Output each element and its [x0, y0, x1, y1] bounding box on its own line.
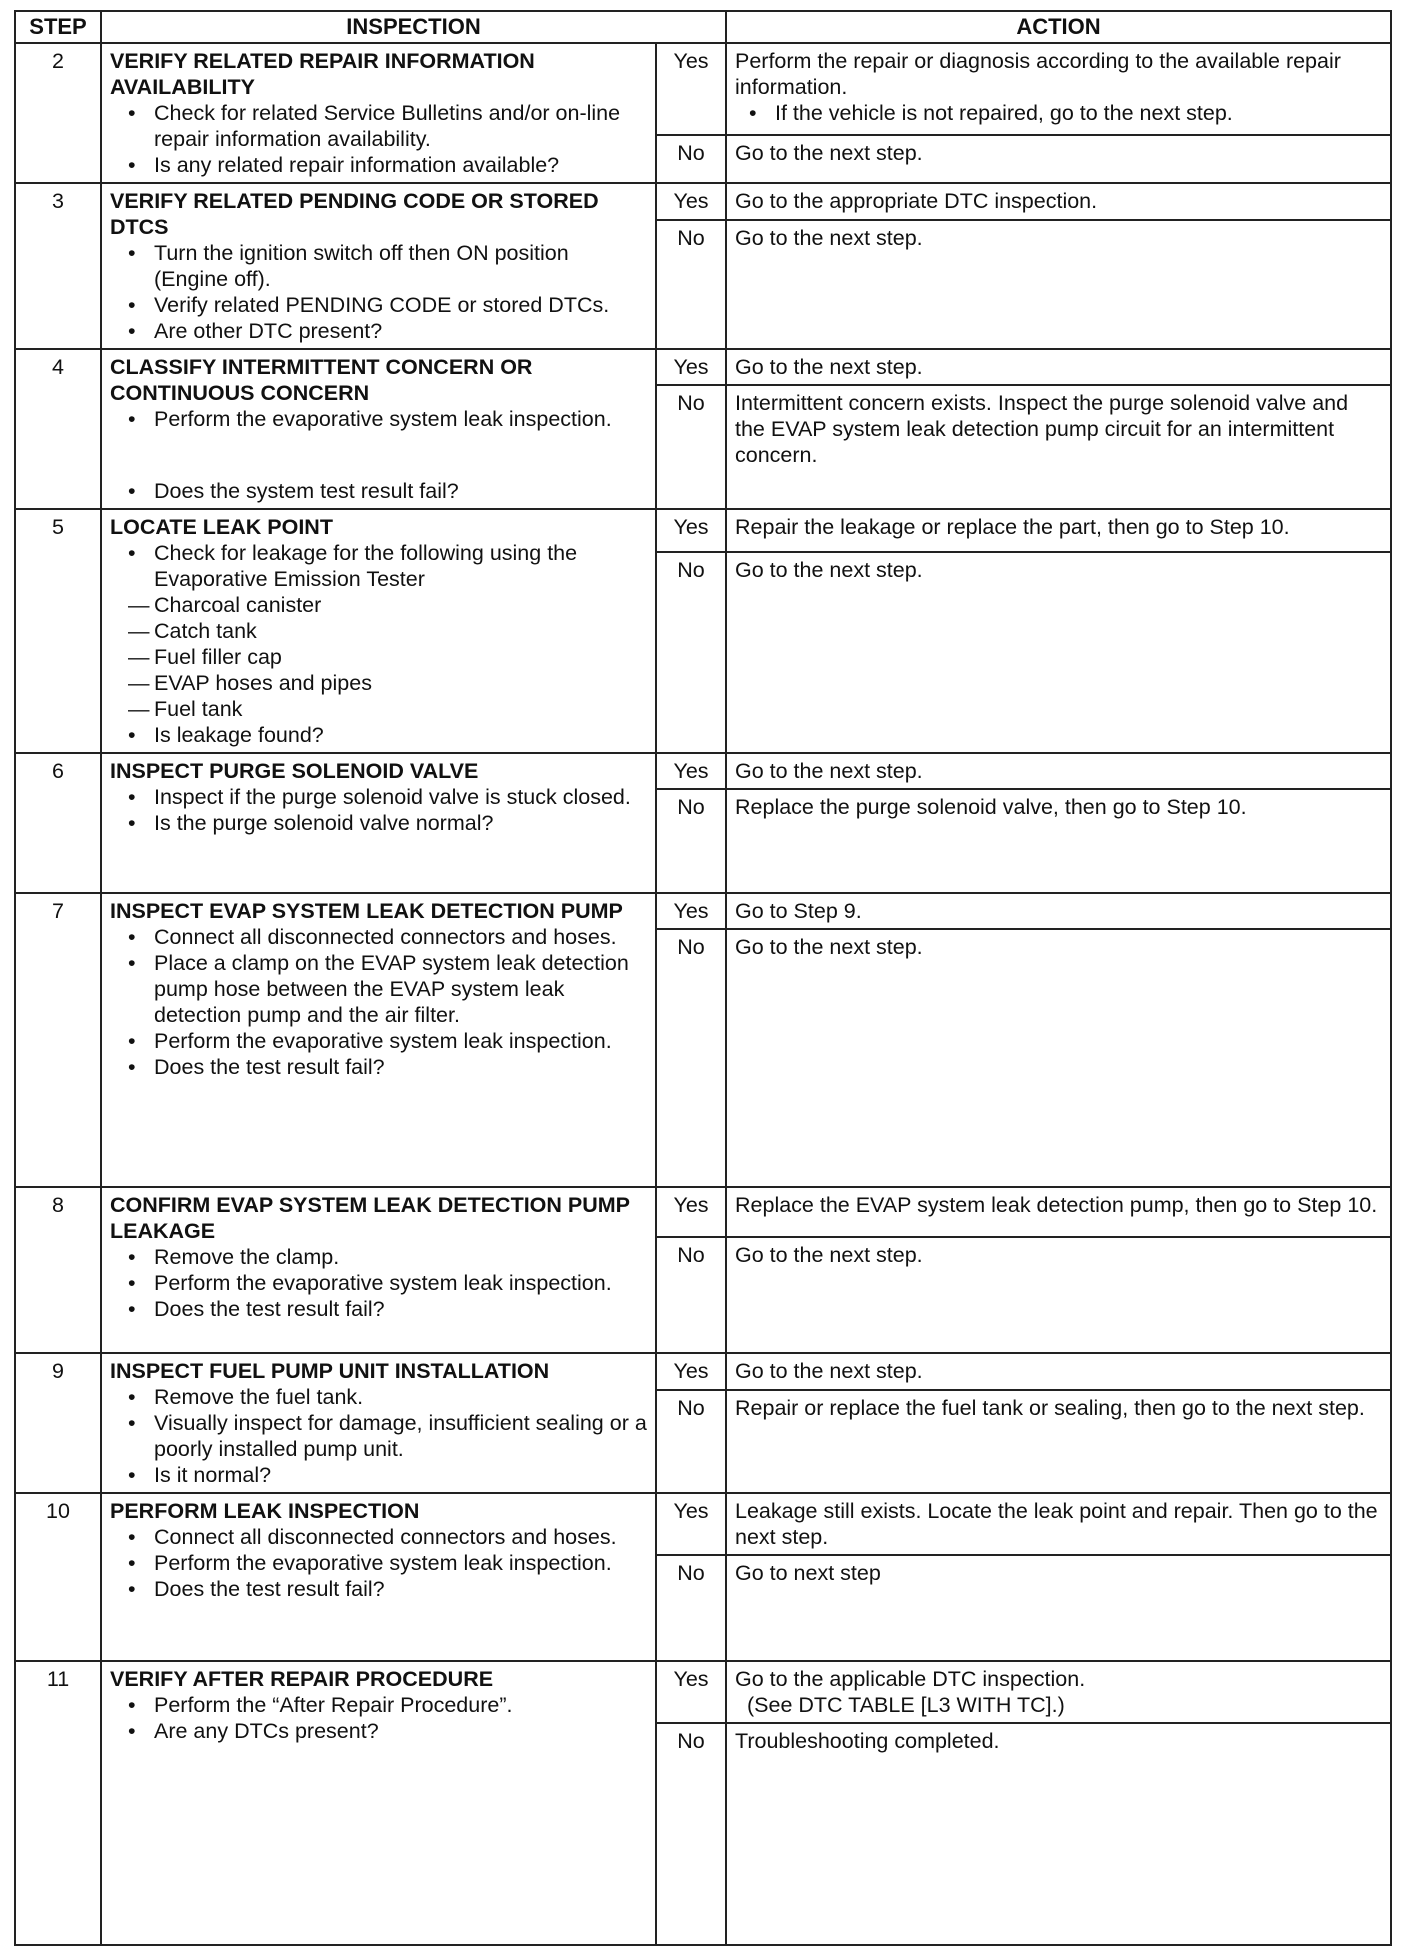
step-row-2-yes — [15, 43, 1391, 135]
bullet-item: • Are other DTC present? — [154, 318, 647, 344]
bullet-item: • Visually inspect for damage, insufficient sealing or a poorly installed pump unit. — [154, 1410, 647, 1462]
bullet-list — [110, 1384, 647, 1488]
bullet-item: • Check for related Service Bulletins and/or on-line repair information availability. — [154, 100, 647, 152]
bullet-item: • Verify related PENDING CODE or stored DTCs. — [154, 292, 647, 318]
no-label: No — [656, 385, 726, 509]
no-action: Repair or replace the fuel tank or sealing, then go to the next step. — [726, 1390, 1391, 1493]
yes-label: Yes — [656, 1353, 726, 1390]
bullet-list — [110, 100, 647, 178]
yes-action: Repair the leakage or replace the part, then go to Step 10. — [726, 509, 1391, 552]
dash-item: — Fuel tank — [154, 696, 647, 722]
no-label: No — [656, 789, 726, 893]
table-header-row — [15, 11, 1391, 43]
bullet-item — [154, 540, 647, 722]
step-row-5-yes — [15, 509, 1391, 552]
diagnostic-table-sheet — [14, 10, 1390, 1946]
yes-label: Yes — [656, 893, 726, 929]
yes-action: Go to the next step. — [726, 349, 1391, 385]
bullet-item: • Perform the evaporative system leak inspection. — [154, 1270, 647, 1296]
action-sub-item: • If the vehicle is not repaired, go to the next step. — [775, 100, 1382, 126]
no-label: No — [656, 929, 726, 1187]
yes-label: Yes — [656, 509, 726, 552]
inspection-title: CONFIRM EVAP SYSTEM LEAK DETECTION PUMP LEAKAGE — [110, 1193, 630, 1243]
step-row-11-yes — [15, 1661, 1391, 1723]
bullet-item: • Is any related repair information available? — [154, 152, 647, 178]
step-number: 9 — [15, 1353, 101, 1493]
yes-label: Yes — [656, 43, 726, 135]
inspection-cell — [101, 753, 656, 893]
action-sub-list — [735, 100, 1382, 126]
no-label: No — [656, 135, 726, 183]
inspection-cell — [101, 349, 656, 509]
step-number: 5 — [15, 509, 101, 753]
step-row-3-yes — [15, 183, 1391, 220]
inspection-cell — [101, 1187, 656, 1353]
no-label: No — [656, 1723, 726, 1945]
bullet-item: • Does the system test result fail? — [154, 478, 647, 504]
bullet-item: • Does the test result fail? — [154, 1576, 647, 1602]
yes-action: Go to the next step. — [726, 753, 1391, 789]
dash-item: — Fuel filler cap — [154, 644, 647, 670]
inspection-cell — [101, 183, 656, 349]
no-label: No — [656, 1555, 726, 1661]
bullet-list — [110, 540, 647, 748]
bullet-item: • Connect all disconnected connectors and hoses. — [154, 1524, 647, 1550]
yes-action: Go to the next step. — [726, 1353, 1391, 1390]
inspection-title: VERIFY RELATED PENDING CODE OR STORED DTCS — [110, 189, 599, 239]
inspection-title: VERIFY AFTER REPAIR PROCEDURE — [110, 1667, 494, 1691]
bullet-item: • Perform the “After Repair Procedure”. — [154, 1692, 647, 1718]
inspection-title: LOCATE LEAK POINT — [110, 515, 333, 539]
inspection-cell — [101, 43, 656, 183]
inspection-cell — [101, 1661, 656, 1945]
inspection-cell — [101, 1493, 656, 1661]
header-action: ACTION — [726, 11, 1391, 43]
no-action: Troubleshooting completed. — [726, 1723, 1391, 1945]
step-number: 6 — [15, 753, 101, 893]
step-row-6-yes — [15, 753, 1391, 789]
no-label: No — [656, 220, 726, 349]
no-action: Go to the next step. — [726, 135, 1391, 183]
no-action: Replace the purge solenoid valve, then go to Step 10. — [726, 789, 1391, 893]
bullet-item: • Perform the evaporative system leak inspection. — [154, 1550, 647, 1576]
step-number: 2 — [15, 43, 101, 183]
inspection-title: INSPECT EVAP SYSTEM LEAK DETECTION PUMP — [110, 899, 623, 923]
inspection-cell — [101, 1353, 656, 1493]
no-label: No — [656, 1390, 726, 1493]
no-action: Go to the next step. — [726, 929, 1391, 1187]
bullet-item: • Remove the clamp. — [154, 1244, 647, 1270]
step-number: 11 — [15, 1661, 101, 1945]
dash-item: — Catch tank — [154, 618, 647, 644]
inspection-title: PERFORM LEAK INSPECTION — [110, 1499, 420, 1523]
bullet-item: • Inspect if the purge solenoid valve is stuck closed. — [154, 784, 647, 810]
bullet-text: Check for leakage for the following using the Evaporative Emission Tester — [154, 541, 578, 591]
bullet-item: • Perform the evaporative system leak inspection. — [154, 1028, 647, 1054]
no-label: No — [656, 552, 726, 753]
inspection-title: INSPECT FUEL PUMP UNIT INSTALLATION — [110, 1359, 550, 1383]
action-text: Go to the applicable DTC inspection. — [735, 1667, 1086, 1691]
yes-action — [726, 43, 1391, 135]
diagnostic-procedure-table — [14, 10, 1392, 1946]
bullet-item: • Connect all disconnected connectors and hoses. — [154, 924, 647, 950]
step-row-9-yes — [15, 1353, 1391, 1390]
inspection-cell — [101, 509, 656, 753]
bullet-list — [110, 1692, 647, 1744]
no-label: No — [656, 1237, 726, 1353]
step-row-4-yes — [15, 349, 1391, 385]
no-action: Go to the next step. — [726, 1237, 1391, 1353]
yes-action: Replace the EVAP system leak detection pump, then go to Step 10. — [726, 1187, 1391, 1237]
bullet-item: • Is it normal? — [154, 1462, 647, 1488]
yes-action: Leakage still exists. Locate the leak point and repair. Then go to the next step. — [726, 1493, 1391, 1555]
bullet-item: • Place a clamp on the EVAP system leak detection pump hose between the EVAP system leak detection pump and the air filter. — [154, 950, 647, 1028]
bullet-list — [110, 784, 647, 836]
dash-list — [154, 592, 647, 722]
step-number: 4 — [15, 349, 101, 509]
action-text: Perform the repair or diagnosis according to the available repair information. — [735, 49, 1341, 99]
yes-action — [726, 1661, 1391, 1723]
yes-label: Yes — [656, 183, 726, 220]
bullet-item: • Does the test result fail? — [154, 1296, 647, 1322]
header-step: STEP — [15, 11, 101, 43]
inspection-title: CLASSIFY INTERMITTENT CONCERN OR CONTINUOUS CONCERN — [110, 355, 533, 405]
bullet-item: • Are any DTCs present? — [154, 1718, 647, 1744]
yes-label: Yes — [656, 1661, 726, 1723]
bullet-item: • Perform the evaporative system leak inspection. — [154, 406, 647, 432]
inspection-title: INSPECT PURGE SOLENOID VALVE — [110, 759, 479, 783]
step-number: 3 — [15, 183, 101, 349]
dash-item: — Charcoal canister — [154, 592, 647, 618]
bullet-item: • Remove the fuel tank. — [154, 1384, 647, 1410]
dash-item: — EVAP hoses and pipes — [154, 670, 647, 696]
action-note: (See DTC TABLE [L3 WITH TC].) — [747, 1693, 1065, 1717]
bullet-item: • Does the test result fail? — [154, 1054, 647, 1080]
step-number: 8 — [15, 1187, 101, 1353]
yes-label: Yes — [656, 1493, 726, 1555]
bullet-item: • Turn the ignition switch off then ON position (Engine off). — [154, 240, 647, 292]
yes-label: Yes — [656, 349, 726, 385]
bullet-list — [110, 1524, 647, 1602]
step-row-8-yes — [15, 1187, 1391, 1237]
no-action: Go to the next step. — [726, 220, 1391, 349]
step-row-7-yes — [15, 893, 1391, 929]
yes-action: Go to the appropriate DTC inspection. — [726, 183, 1391, 220]
inspection-cell — [101, 893, 656, 1187]
bullet-list — [110, 406, 647, 504]
bullet-item: • Is the purge solenoid valve normal? — [154, 810, 647, 836]
bullet-item: • Is leakage found? — [154, 722, 647, 748]
yes-label: Yes — [656, 1187, 726, 1237]
bullet-list — [110, 240, 647, 344]
bullet-list — [110, 924, 647, 1080]
header-inspection: INSPECTION — [101, 11, 726, 43]
no-action: Go to next step — [726, 1555, 1391, 1661]
inspection-title: VERIFY RELATED REPAIR INFORMATION AVAILABILITY — [110, 49, 535, 99]
yes-action: Go to Step 9. — [726, 893, 1391, 929]
yes-label: Yes — [656, 753, 726, 789]
no-action: Go to the next step. — [726, 552, 1391, 753]
step-row-10-yes — [15, 1493, 1391, 1555]
step-number: 7 — [15, 893, 101, 1187]
no-action: Intermittent concern exists. Inspect the purge solenoid valve and the EVAP system leak detection pump circuit for an intermittent concern. — [726, 385, 1391, 509]
step-number: 10 — [15, 1493, 101, 1661]
bullet-list — [110, 1244, 647, 1322]
